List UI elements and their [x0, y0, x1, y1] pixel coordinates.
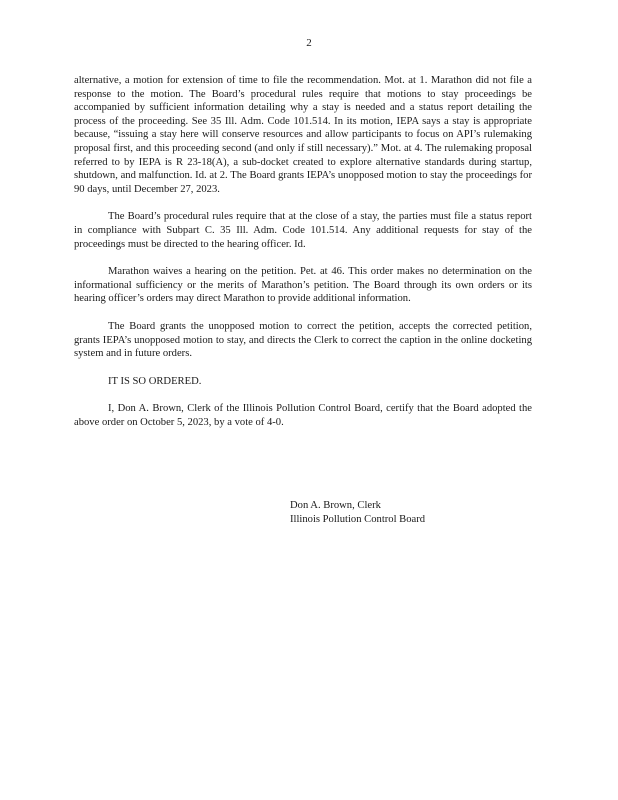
page-number: 2: [306, 37, 312, 49]
order-body: [74, 74, 532, 443]
ordered-statement: IT IS SO ORDERED.: [108, 375, 202, 387]
signature-name: Don A. Brown, Clerk: [290, 500, 381, 511]
paragraph-stay-motion: alternative, a motion for extension of time to file the recommendation. Mot. at 1. Marathon did not file a response to the motion. The Board’s procedural rules require that motions to stay proceedings be accompanied by sufficient information detailing why a stay is needed and a status report detailing the process of the proceeding. See 35 Ill. Adm. Code 101.514. In its motion, IEPA says a stay is appropriate because, “issuing a stay here will conserve resources and allow participants to focus on API’s rulemaking proposal first, and this proceeding second (and only if still necessary).” Mot. at 4. The rulemaking proposal referred to by IEPA is R 23-18(A), a sub-docket created to explore alternative standards during startup, shutdown, and malfunction. Id. at 2. The Board grants IEPA’s unopposed motion to stay the proceedings for 90 days, until December 27, 2023.: [74, 75, 532, 195]
paragraph-status-report: The Board’s procedural rules require that at the close of a stay, the parties must file a status report in compliance with Subpart C. 35 Ill. Adm. Code 101.514. Any additional requests for stay of the proceedings must be directed to the hearing officer. Id.: [74, 211, 532, 250]
paragraph-hearing-waiver: Marathon waives a hearing on the petition. Pet. at 46. This order makes no determination on the informational sufficiency or the merits of Marathon’s petition. The Board through its own orders or its hearing officer’s orders may direct Marathon to provide additional information.: [74, 266, 532, 305]
signature-block: [290, 499, 425, 527]
paragraph-grants: The Board grants the unopposed motion to correct the petition, accepts the corrected petition, grants IEPA’s unopposed motion to stay, and directs the Clerk to correct the caption in the online docketing system and in future orders.: [74, 320, 532, 360]
signature-organization: Illinois Pollution Control Board: [290, 514, 426, 525]
clerk-certification: I, Don A. Brown, Clerk of the Illinois Pollution Control Board, certify that the Board adopted the above order on October 5, 2023, by a vote of 4-0.: [74, 403, 532, 428]
